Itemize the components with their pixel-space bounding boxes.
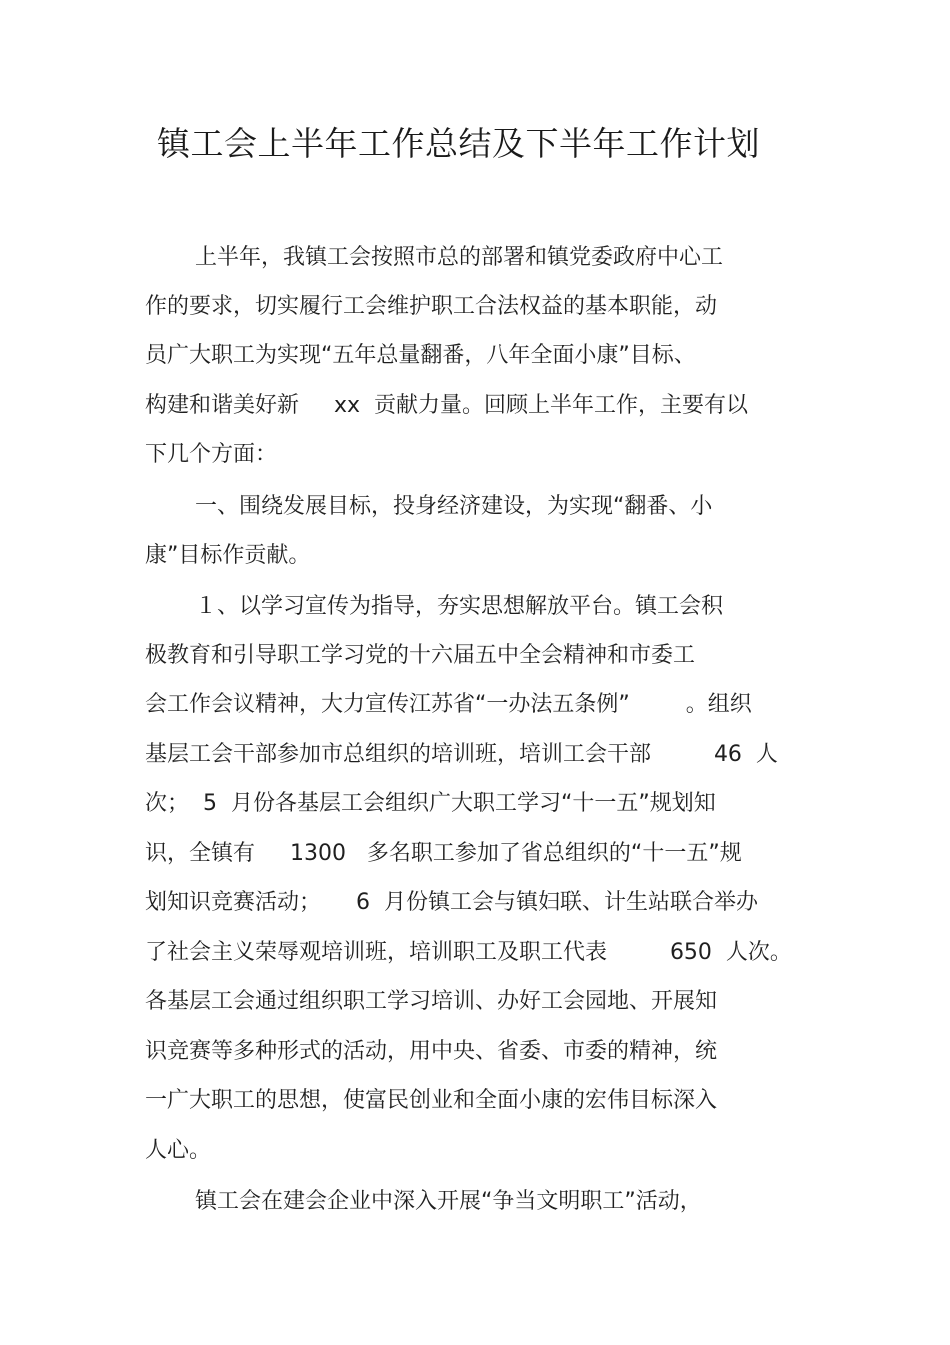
section-heading-line: 康”目标作贡献。 [145,543,311,568]
paragraph-line: 识竞赛等多种形式的活动，用中央、省委、市委的精神，统 [145,1039,718,1064]
paragraph-line: 上半年，我镇工会按照市总的部署和镇党委政府中心工 [195,245,724,270]
paragraph-line: 镇工会在建会企业中深入开展“争当文明职工”活动， [195,1189,702,1214]
paragraph-line: 作的要求，切实履行工会维护职工合法权益的基本职能，动 [145,294,718,319]
paragraph-line: 了社会主义荣辱观培训班，培训职工及职工代表 650 人次。 [145,940,792,965]
paragraph-line: １、以学习宣传为指导，夯实思想解放平台。镇工会积 [195,594,724,619]
paragraph-line: 各基层工会通过组织职工学习培训、办好工会园地、开展知 [145,989,718,1014]
paragraph-line: 一广大职工的思想，使富民创业和全面小康的宏伟目标深入 [145,1088,718,1113]
paragraph-line: 下几个方面： [145,442,278,467]
paragraph-line: 构建和谐美好新 xx 贡献力量。回顾上半年工作，主要有以 [145,393,748,418]
paragraph-line: 划知识竞赛活动； 6 月份镇工会与镇妇联、计生站联合举办 [145,890,758,915]
paragraph-line: 次； 5 月份各基层工会组织广大职工学习“十一五”规划知 [145,791,716,816]
paragraph-line: 识，全镇有 1300 多名职工参加了省总组织的“十一五”规 [145,841,742,866]
paragraph-line: 人心。 [145,1138,212,1163]
paragraph-line: 极教育和引导职工学习党的十六届五中全会精神和市委工 [145,643,696,668]
paragraph-line: 会工作会议精神，大力宣传江苏省“一办法五条例” 。组织 [145,692,752,717]
paragraph-line: 员广大职工为实现“五年总量翻番，八年全面小康”目标、 [145,343,696,368]
section-heading-line: 一、围绕发展目标，投身经济建设，为实现“翻番、小 [195,494,713,519]
document-title: 镇工会上半年工作总结及下半年工作计划 [157,124,760,163]
paragraph-line: 基层工会干部参加市总组织的培训班，培训工会干部 46 人 [145,742,778,767]
